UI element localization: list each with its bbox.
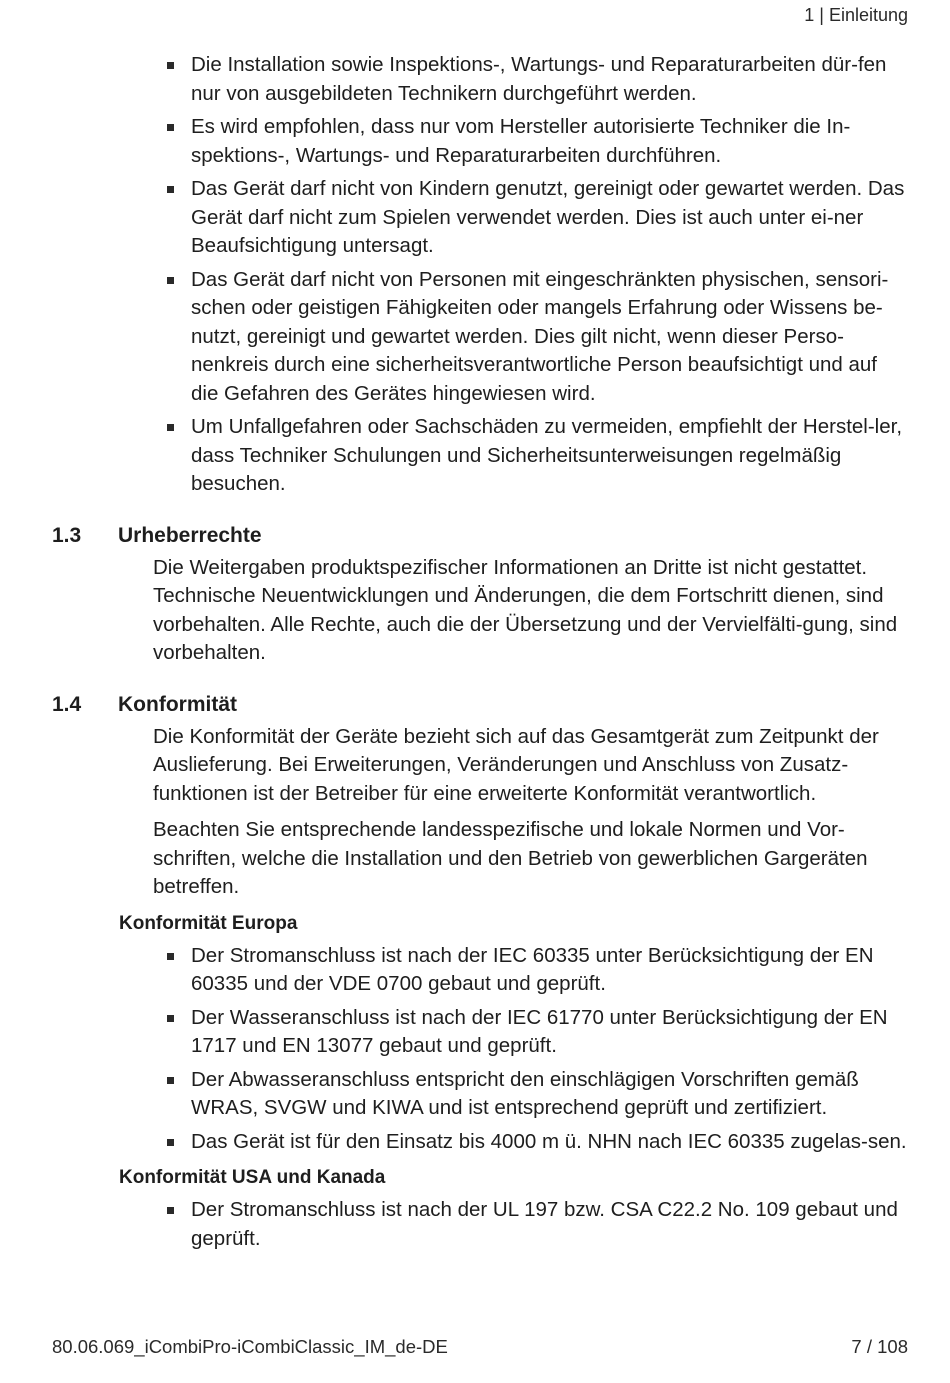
list-item	[0, 1128, 950, 1157]
list-item	[0, 413, 950, 499]
list-item-text: Es wird empfohlen, dass nur vom Hersteller autorisierte Techniker die In-spektions-, Wartungs- und Reparaturarbeiten durchführen.	[191, 115, 851, 167]
section-number: 1.3	[52, 523, 82, 547]
intro-bullet-list	[0, 51, 950, 499]
list-item-text: Die Installation sowie Inspektions-, Wartungs- und Reparaturarbeiten dür-fen nur von ausgebildeten Technikern durchgeführt werden.	[191, 53, 887, 105]
page-content	[0, 51, 950, 1258]
list-item-text: Der Abwasseranschluss entspricht den einschlägigen Vorschriften gemäß WRAS, SVGW und KIWA und ist entsprechend geprüft und zertifiziert.	[191, 1067, 859, 1119]
square-bullet-icon	[167, 277, 174, 284]
list-item	[0, 266, 950, 409]
list-item-text: Der Stromanschluss ist nach der IEC 60335 unter Berücksichtigung der EN 60335 und der VDE 0700 gebaut und geprüft.	[191, 943, 874, 995]
usa-canada-bullet-list	[0, 1196, 950, 1253]
subheading-konformitaet-usa-kanada: Konformität USA und Kanada	[119, 1167, 386, 1188]
list-item	[0, 1066, 950, 1123]
list-item-text: Das Gerät darf nicht von Kindern genutzt, gereinigt oder gewartet werden. Das Gerät darf nicht zum Spielen verwendet werden. Dies ist auch unter ei-ner Beaufsichtigung untersagt.	[191, 177, 905, 257]
list-item	[0, 1004, 950, 1061]
square-bullet-icon	[167, 953, 174, 960]
list-item	[0, 175, 950, 261]
square-bullet-icon	[167, 424, 174, 431]
europe-bullet-list	[0, 942, 950, 1157]
square-bullet-icon	[167, 186, 174, 193]
list-item-text: Das Gerät darf nicht von Personen mit eingeschränkten physischen, sensori-schen oder geistigen Fähigkeiten oder mangels Erfahrung oder Wissens be-nutzt, gereinigt und gewartet werden. Dies gilt nicht, wenn dieser Perso-nenkreis durch eine sicherheitsverantwortliche Person beaufsichtigt und auf die Gefahren des Gerätes hingewiesen wird.	[191, 267, 889, 405]
square-bullet-icon	[167, 1077, 174, 1084]
list-item-text: Das Gerät ist für den Einsatz bis 4000 m ü. NHN nach IEC 60335 zugelas-sen.	[191, 1129, 907, 1153]
footer-page-number: 7 / 108	[851, 1336, 908, 1357]
square-bullet-icon	[167, 124, 174, 131]
body-paragraph: Beachten Sie entsprechende landesspezifische und lokale Normen und Vor-schriften, welche die Installation und den Betrieb von gewerblichen Gargeräten betreffen.	[153, 818, 868, 898]
list-item	[0, 51, 950, 108]
list-item	[0, 942, 950, 999]
section-heading-urheberrechte	[0, 522, 950, 550]
section-number: 1.4	[52, 692, 82, 716]
list-item-text: Der Wasseranschluss ist nach der IEC 61770 unter Berücksichtigung der EN 1717 und EN 13077 gebaut und geprüft.	[191, 1005, 888, 1057]
section-title: Konformität	[118, 692, 237, 716]
list-item-text: Der Stromanschluss ist nach der UL 197 bzw. CSA C22.2 No. 109 gebaut und geprüft.	[191, 1198, 898, 1250]
list-item-text: Um Unfallgefahren oder Sachschäden zu vermeiden, empfiehlt der Herstel-ler, dass Techniker Schulungen und Sicherheitsunterweisungen regelmäßig besuchen.	[191, 415, 903, 495]
subheading-konformitaet-europa: Konformität Europa	[119, 912, 298, 934]
list-item	[0, 113, 950, 170]
body-paragraph: Die Weitergaben produktspezifischer Informationen an Dritte ist nicht gestattet. Technische Neuentwicklungen und Änderungen, die dem Fortschritt dienen, sind vorbehalten. Alle Rechte, auch die der Übersetzung und der Vervielfälti-gung, sind vorbehalten.	[153, 555, 898, 664]
body-paragraph: Die Konformität der Geräte bezieht sich auf das Gesamtgerät zum Zeitpunkt der Auslieferung. Bei Erweiterungen, Veränderungen und Anschluss von Zusatz-funktionen ist der Betreiber für eine erweiterte Konformität verantwortlich.	[153, 724, 879, 805]
square-bullet-icon	[167, 1015, 174, 1022]
square-bullet-icon	[167, 62, 174, 69]
list-item	[0, 1196, 950, 1253]
square-bullet-icon	[167, 1139, 174, 1146]
running-header-chapter: 1 | Einleitung	[804, 5, 908, 25]
footer-document-id: 80.06.069_iCombiPro-iCombiClassic_IM_de-DE	[52, 1336, 448, 1357]
section-title: Urheberrechte	[118, 523, 262, 547]
square-bullet-icon	[167, 1207, 174, 1214]
section-heading-konformitaet	[0, 691, 950, 719]
